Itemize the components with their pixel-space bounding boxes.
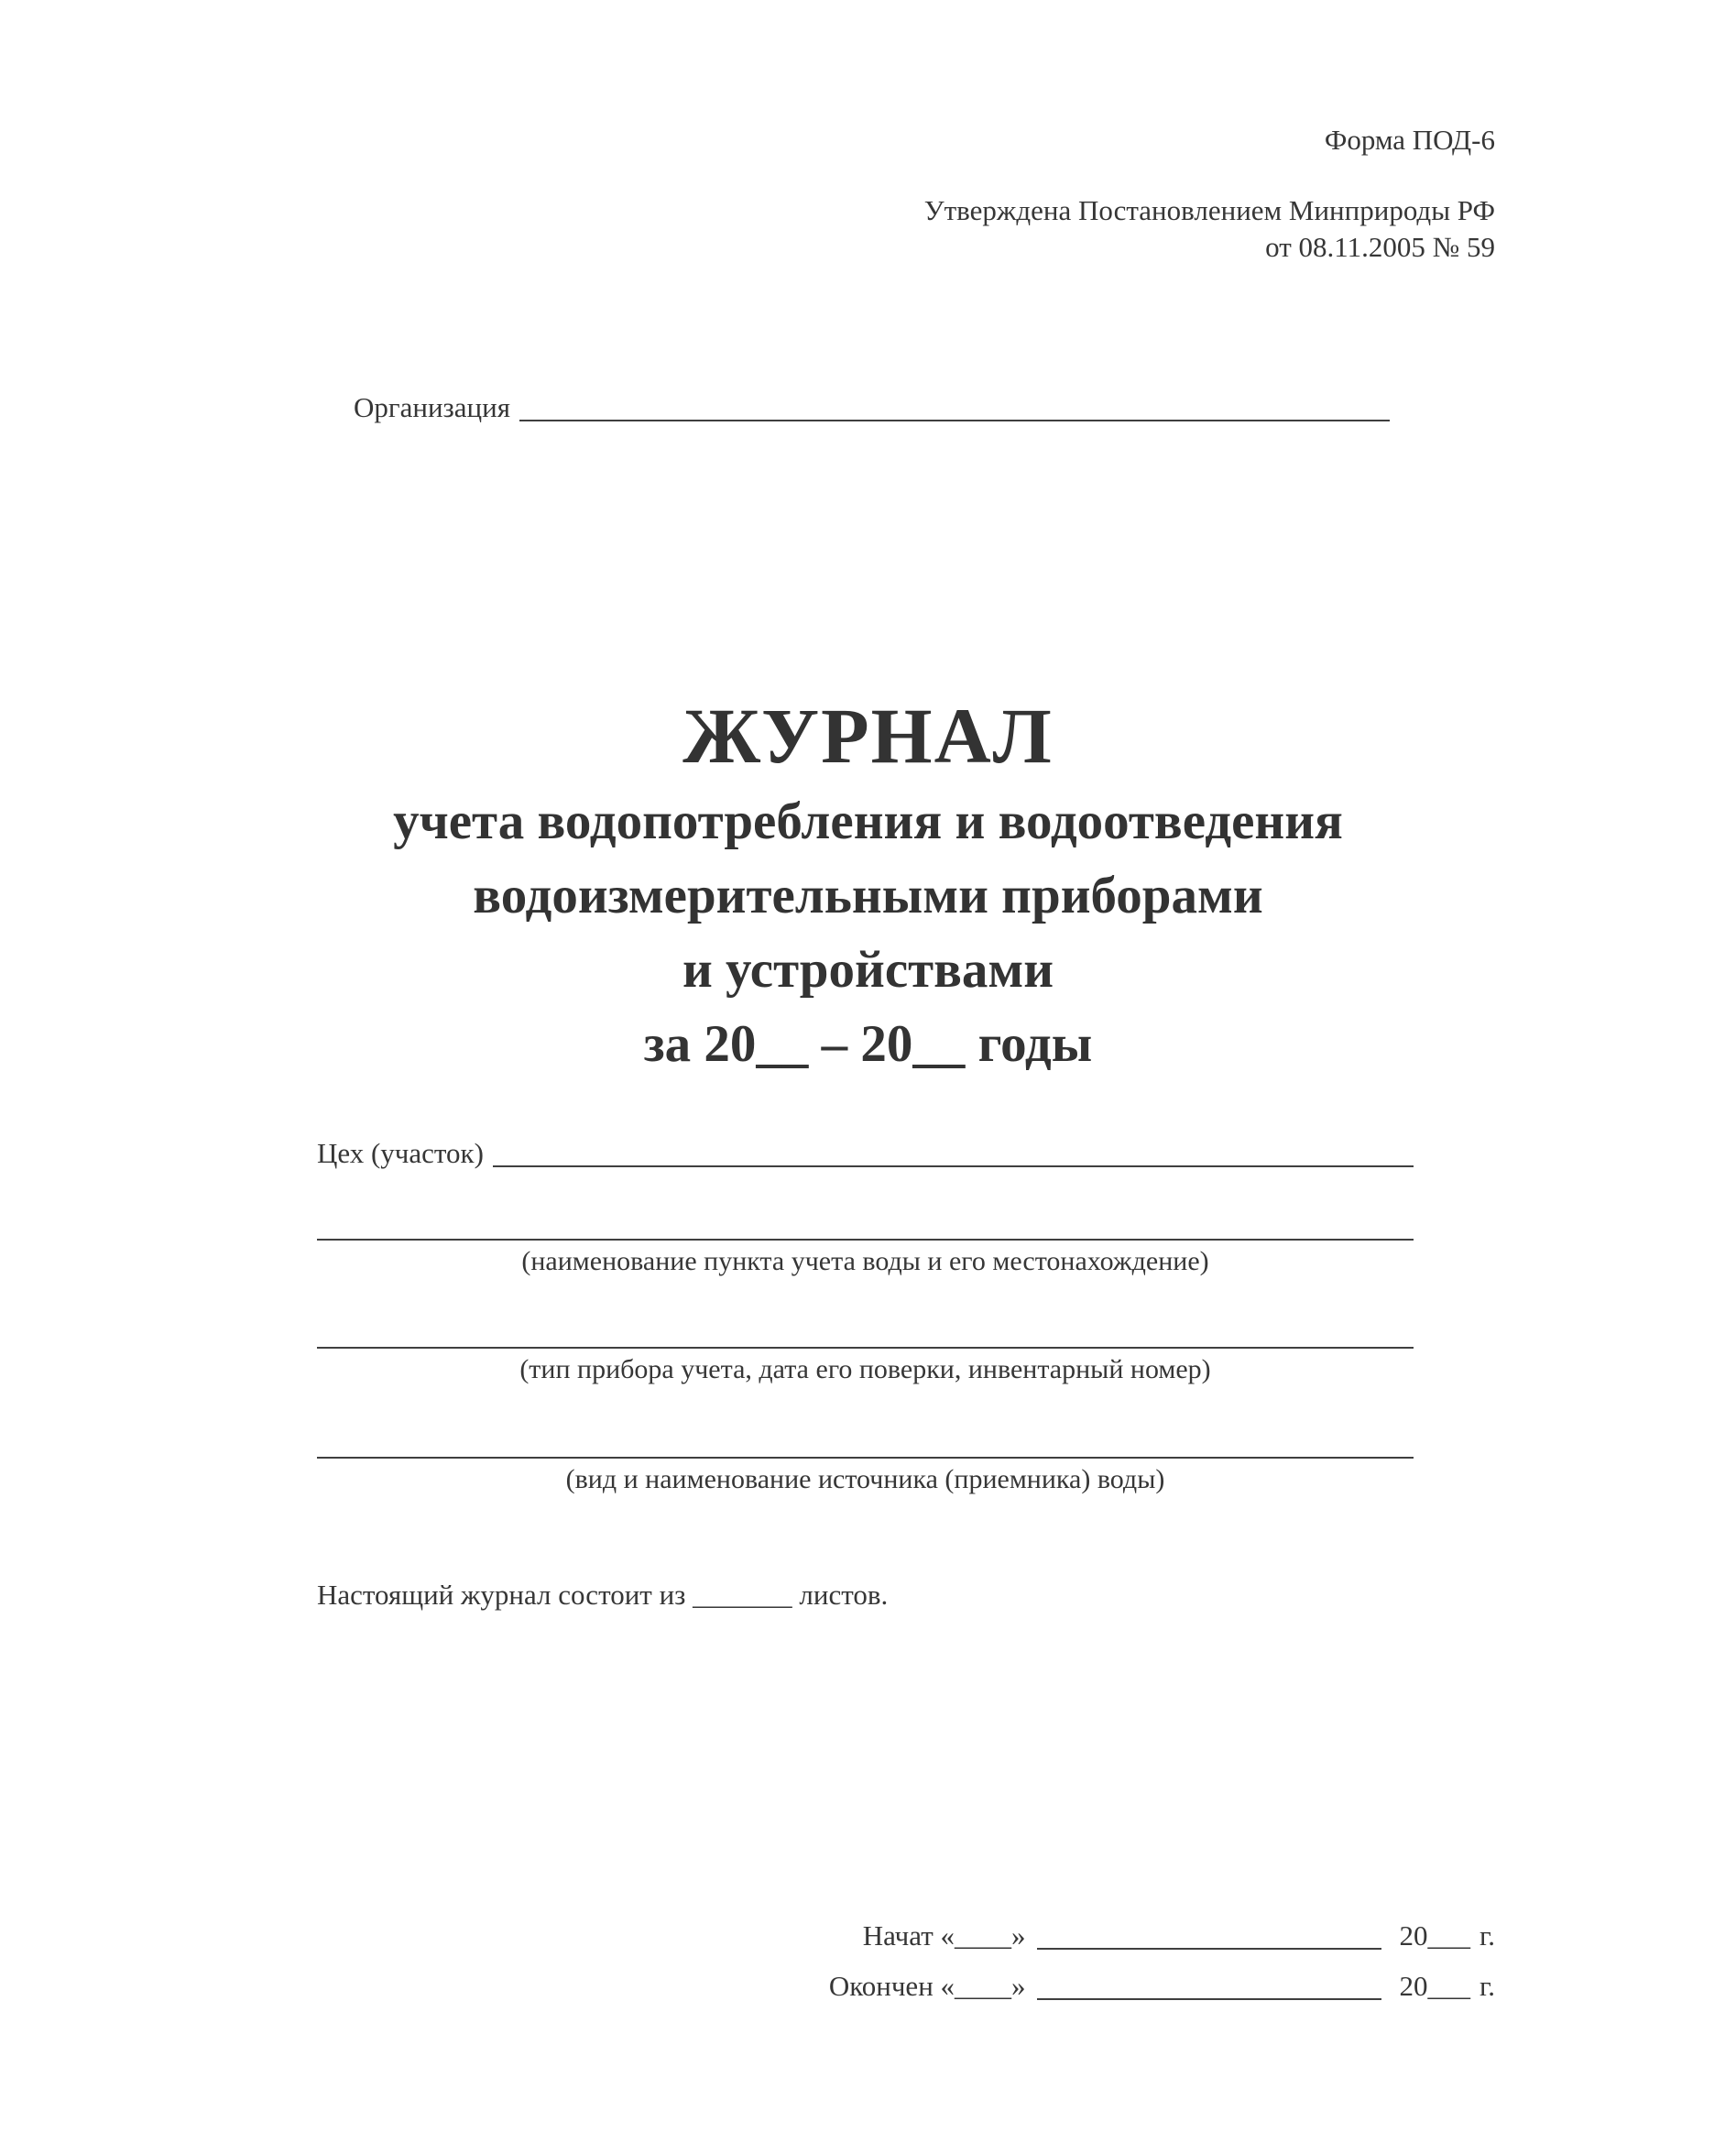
- workshop-blank-line: [493, 1137, 1414, 1167]
- started-year-suffix: г.: [1479, 1919, 1495, 1952]
- subtitle-line-1: учета водопотребления и водоотведения: [393, 793, 1343, 850]
- water-source-caption: (вид и наименование источника (приемника) воды): [565, 1464, 1165, 1494]
- title-block: [0, 692, 1736, 1081]
- meter-device-field: [317, 1347, 1414, 1387]
- started-date-blank-line: [1037, 1918, 1381, 1950]
- meter-device-caption: (тип прибора учета, дата его поверки, инвентарный номер): [519, 1354, 1211, 1384]
- water-point-caption: (наименование пункта учета воды и его местонахождение): [521, 1246, 1209, 1276]
- organization-label: Организация: [354, 391, 510, 423]
- started-label: Начат «____»: [862, 1919, 1026, 1952]
- finished-year-suffix: г.: [1479, 1970, 1495, 2002]
- organization-row: [354, 391, 1390, 424]
- workshop-label: Цех (участок): [317, 1137, 484, 1169]
- water-point-field: [317, 1239, 1414, 1279]
- finished-label: Окончен «____»: [828, 1970, 1026, 2002]
- organization-blank-line: [519, 391, 1390, 421]
- started-row: [762, 1918, 1495, 1954]
- subtitle-line-3: и устройствами: [682, 941, 1054, 999]
- approval-date-text: от 08.11.2005 № 59: [1265, 231, 1495, 263]
- journal-title: ЖУРНАЛ: [682, 692, 1054, 780]
- sheets-count-line: Настоящий журнал состоит из _______ листов.: [317, 1579, 889, 1611]
- finished-row: [762, 1968, 1495, 2005]
- water-source-field: [317, 1457, 1414, 1497]
- started-year-blank: 20___: [1399, 1919, 1471, 1952]
- approval-block: [924, 192, 1495, 266]
- form-code-text: Форма ПОД-6: [1324, 124, 1495, 156]
- approval-header: [924, 122, 1495, 266]
- journal-subtitle: [0, 784, 1736, 1081]
- years-line: за 20__ – 20__ годы: [643, 1015, 1093, 1073]
- workshop-row: [317, 1137, 1414, 1170]
- subtitle-line-2: водоизмерительными приборами: [473, 867, 1263, 924]
- finished-year-blank: 20___: [1399, 1970, 1471, 2002]
- finished-date-blank-line: [1037, 1968, 1381, 2000]
- journal-dates-block: [762, 1918, 1495, 2005]
- approval-statement-text: Утверждена Постановлением Минприроды РФ: [923, 194, 1495, 226]
